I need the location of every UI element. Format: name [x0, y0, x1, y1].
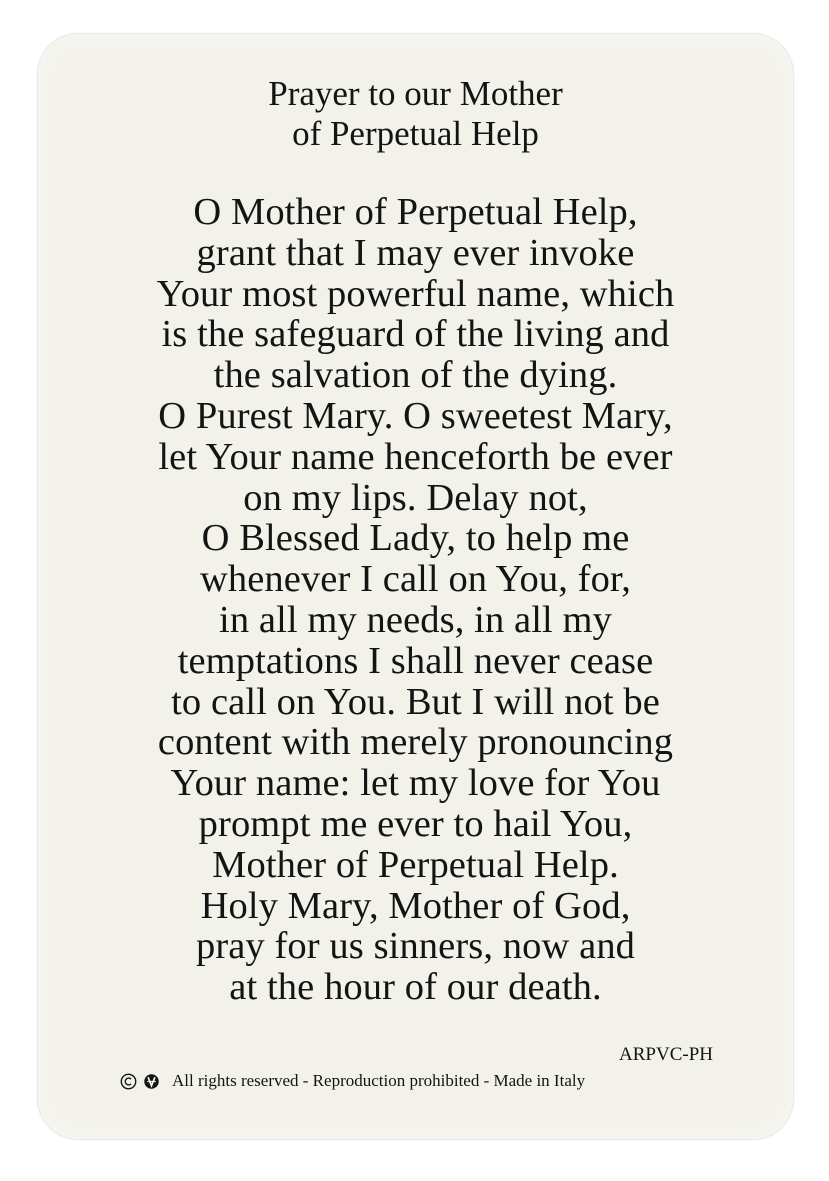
card-title — [38, 74, 793, 154]
product-code: ARPVC-PH — [619, 1044, 713, 1065]
title-line: Prayer to our Mother — [268, 74, 563, 113]
prayer-line: Your most powerful name, which — [156, 272, 675, 315]
prayer-text — [38, 192, 793, 1008]
copyright-icon — [120, 1073, 137, 1090]
prayer-line: O Blessed Lady, to help me — [201, 517, 630, 560]
prayer-line: temptations I shall never cease — [177, 639, 654, 682]
prayer-line: the salvation of the dying. — [213, 354, 618, 397]
prayer-line: pray for us sinners, now and — [195, 925, 636, 968]
prayer-line: O Mother of Perpetual Help, — [193, 191, 638, 233]
prayer-line: is the safeguard of the living and — [161, 313, 670, 356]
prayer-line: grant that I may ever invoke — [196, 231, 635, 274]
prayer-line: Mother of Perpetual Help. — [212, 843, 619, 886]
prayer-line: at the hour of our death. — [229, 966, 602, 1009]
prayer-line: to call on You. But I will not be — [171, 680, 660, 723]
prayer-line: Your name: let my love for You — [170, 762, 661, 805]
prayer-line: Holy Mary, Mother of God, — [200, 884, 631, 927]
prayer-line: on my lips. Delay not, — [243, 476, 588, 519]
prayer-line: prompt me ever to hail You, — [198, 802, 633, 845]
publisher-logo-icon — [143, 1073, 160, 1090]
prayer-line: let Your name henceforth be ever — [158, 435, 673, 478]
footer-text: All rights reserved - Reproduction prohibited - Made in Italy — [172, 1071, 586, 1090]
prayer-line: whenever I call on You, for, — [199, 558, 632, 601]
prayer-line: in all my needs, in all my — [219, 598, 612, 641]
copyright-footer — [120, 1070, 585, 1092]
prayer-card — [38, 34, 793, 1139]
prayer-line: content with merely pronouncing — [157, 721, 674, 764]
title-line: of Perpetual Help — [292, 114, 539, 153]
prayer-line: O Purest Mary. O sweetest Mary, — [158, 394, 673, 437]
